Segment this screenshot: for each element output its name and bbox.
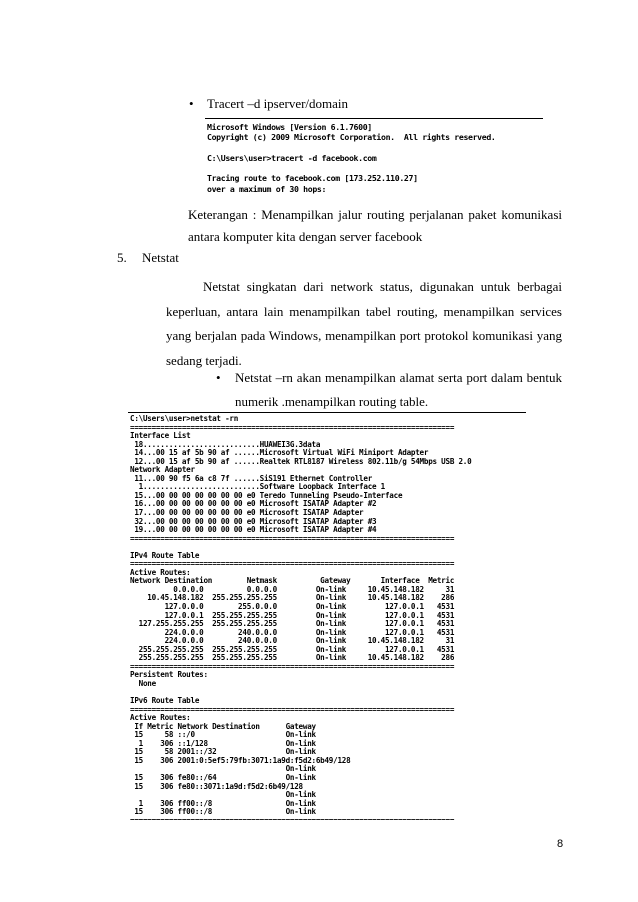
tracert-console-line: over a maximum of 30 hops:: [207, 183, 327, 194]
netstat-console-line: Active Routes:: [130, 567, 191, 577]
netstat-console-line: ===========================================================================: [130, 533, 455, 543]
netstat-bullet-text: Netstat –rn akan menampilkan alamat serta port dalam bentuk numerik .menampilkan routing table.: [235, 370, 562, 409]
netstat-console-line: 224.0.0.0 240.0.0.0 On-link 127.0.0.1 4531: [130, 627, 455, 637]
bullet-icon: •: [216, 370, 221, 385]
netstat-console-line: 15 58 2001::/32 On-link: [130, 747, 316, 757]
netstat-bullet: [216, 366, 562, 414]
netstat-console-line: None: [130, 678, 156, 688]
netstat-console-line: 127.255.255.255 255.255.255.255 On-link 127.0.0.1 4531: [130, 619, 455, 629]
netstat-console-line: C:\Users\user>netstat -rn: [130, 414, 239, 423]
netstat-console-line: 18...........................HUAWEI3G.3data: [130, 439, 321, 449]
netstat-console-line: IPv6 Route Table: [130, 696, 200, 706]
netstat-console-line: Active Routes:: [130, 713, 191, 723]
page-number: 8: [557, 838, 564, 850]
netstat-console-screenshot: [128, 412, 526, 821]
netstat-console-line: ===========================================================================: [130, 661, 455, 671]
netstat-console-line: Interface List: [130, 431, 191, 441]
netstat-console-line: 255.255.255.255 255.255.255.255 On-link 127.0.0.1 4531: [130, 644, 455, 654]
netstat-console-line: 15 58 ::/0 On-link: [130, 730, 316, 740]
netstat-console-line: ===========================================================================: [130, 704, 455, 714]
tracert-console-line: Copyright (c) 2009 Microsoft Corporation. All rights reserved.: [207, 132, 496, 143]
section-number: 5.: [117, 250, 127, 265]
tracert-console-line: [207, 143, 496, 153]
section-title: Netstat: [142, 250, 179, 265]
tracert-caption-text: Keterangan : Menampilkan jalur routing perjalanan paket komunikasi antara komputer kita dengan server facebook: [188, 207, 562, 244]
netstat-console-line: On-link: [130, 764, 316, 774]
netstat-console-line: 16...00 00 00 00 00 00 00 e0 Microsoft ISATAP Adapter #2: [130, 499, 377, 509]
tracert-console-line: Microsoft Windows [Version 6.1.7600]: [207, 122, 372, 132]
netstat-console-line: 12...00 15 af 5b 90 af ......Realtek RTL8187 Wireless 802.11b/g 54Mbps USB 2.0: [130, 456, 472, 466]
netstat-console-line: ===========================================================================: [130, 422, 455, 432]
netstat-console-line: 15 306 ff00::/8 On-link: [130, 807, 316, 817]
netstat-console-line: 15 306 fe80::/64 On-link: [130, 772, 316, 782]
netstat-console-line: Persistent Routes:: [130, 670, 208, 680]
netstat-console-line: 255.255.255.255 255.255.255.255 On-link 10.45.148.182 286: [130, 653, 455, 663]
netstat-console-line: 32...00 00 00 00 00 00 00 e0 Microsoft ISATAP Adapter #3: [130, 516, 377, 526]
netstat-console-line: 14...00 15 af 5b 90 af ......Microsoft Virtual WiFi Miniport Adapter: [130, 448, 429, 458]
tracert-bullet: [189, 96, 348, 112]
tracert-bullet-text: Tracert –d ipserver/domain: [207, 96, 349, 111]
netstat-console-line: 127.0.0.0 255.0.0.0 On-link 127.0.0.1 4531: [130, 602, 455, 612]
tracert-caption: [188, 204, 562, 248]
netstat-console-line: 17...00 00 00 00 00 00 00 e0 Microsoft ISATAP Adapter: [130, 508, 364, 518]
tracert-console-line: C:\Users\user>tracert -d facebook.com: [207, 152, 377, 163]
netstat-console-line: If Metric Network Destination Gateway: [130, 721, 316, 731]
netstat-paragraph: Netstat singkatan dari network status, digunakan untuk berbagai keperluan, antara lain menampilkan tabel routing, menampilkan services yang berjalan pada Windows, menampilkan port protokol komunikasi yang sedang terjadi.: [166, 279, 562, 368]
netstat-console-line: 15 306 fe80::3071:1a9d:f5d2:6b49/128: [130, 781, 303, 791]
netstat-console-line: 15 306 2001:0:5ef5:79fb:3071:1a9d:f5d2:6b49/128: [130, 755, 351, 765]
netstat-console-line: 127.0.0.1 255.255.255.255 On-link 127.0.0.1 4531: [130, 610, 455, 620]
netstat-console-line: ===========================================================================: [130, 815, 455, 821]
netstat-console-line: 19...00 00 00 00 00 00 00 e0 Microsoft ISATAP Adapter #4: [130, 525, 377, 535]
tracert-console-text: [207, 122, 496, 203]
netstat-console-line: 1 306 ::1/128 On-link: [130, 738, 316, 748]
tracert-console-screenshot: [205, 118, 543, 203]
netstat-console-line: Network Adapter: [130, 465, 195, 475]
netstat-console-line: 15...00 00 00 00 00 00 00 e0 Teredo Tunneling Pseudo-Interface: [130, 490, 403, 500]
netstat-console-line: On-link: [130, 790, 316, 800]
tracert-console-line: [207, 194, 496, 203]
tracert-console-line: [207, 163, 496, 173]
netstat-console-line: 1...........................Software Loopback Interface 1: [130, 482, 385, 492]
netstat-console-line: 11...00 90 f5 6a c8 7f ......SiS191 Ethernet Controller: [130, 473, 373, 483]
netstat-console-line: ===========================================================================: [130, 559, 455, 569]
netstat-console-line: Network Destination Netmask Gateway Interface Metric: [130, 576, 455, 586]
netstat-console-line: 1 306 ff00::/8 On-link: [130, 798, 316, 808]
netstat-console-line: IPv4 Route Table: [130, 550, 200, 560]
netstat-console-line: 224.0.0.0 240.0.0.0 On-link 10.45.148.182 31: [130, 636, 455, 646]
netstat-console-text: [130, 415, 471, 821]
netstat-console-line: 10.45.148.182 255.255.255.255 On-link 10.45.148.182 286: [130, 593, 455, 603]
netstat-console-line: 0.0.0.0 0.0.0.0 On-link 10.45.148.182 31: [130, 584, 455, 594]
bullet-icon: •: [189, 96, 194, 111]
tracert-console-line: Tracing route to facebook.com [173.252.110.27]: [207, 173, 418, 184]
